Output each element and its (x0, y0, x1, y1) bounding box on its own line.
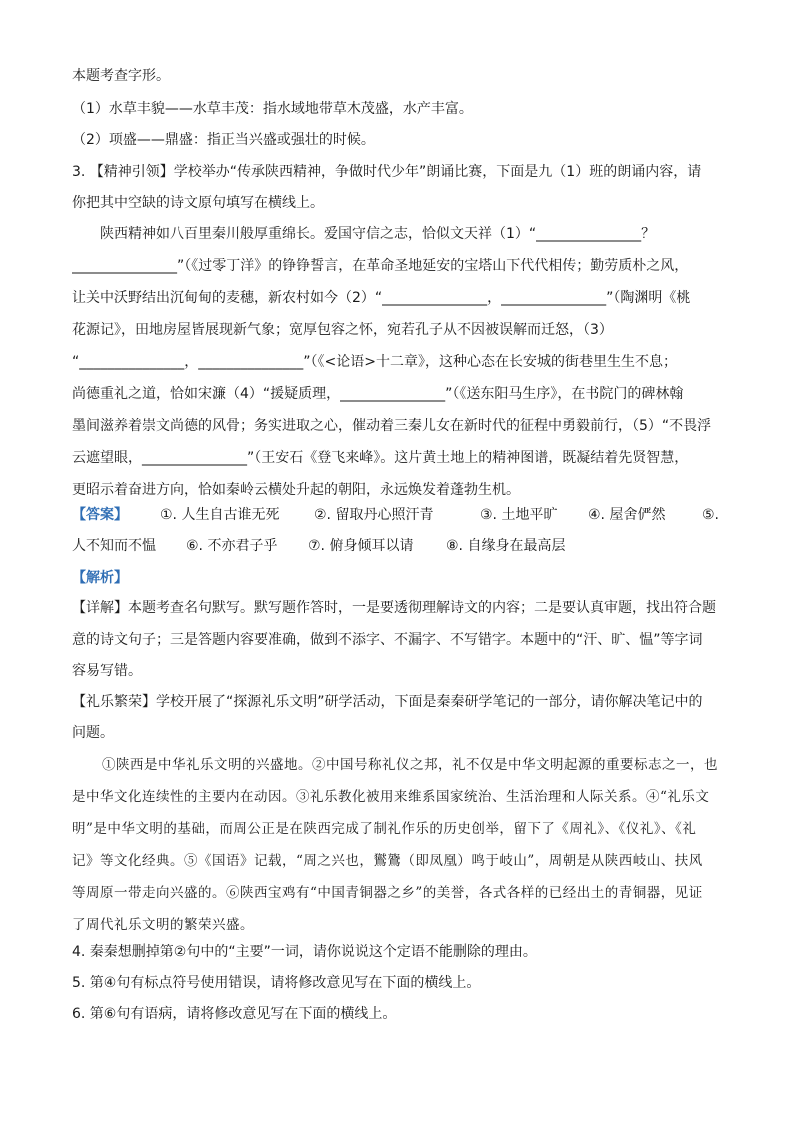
note-line: ①陕西是中华礼乐文明的兴盛地。②中国号称礼仪之邦，礼不仅是中华文明起源的重要标志之一，也 (102, 757, 718, 773)
note-line: 明”是中华文明的基础，而周公正是在陕西完成了制礼作乐的历史创举，留下了《周礼》、《仪礼》、《礼 (72, 821, 697, 837)
note-line: 等周原一带走向兴盛的。⑥陕西宝鸡有“中国青铜器之乡”的美誉，各式各样的已经出土的青铜器，见证 (72, 885, 703, 901)
answer-item: ②. 留取丹心照汗青 (314, 507, 434, 523)
question-4: 4. 秦秦想删掉第②句中的“主要”一词，请你说说这个定语不能删除的理由。 (72, 944, 537, 960)
analysis-line: 【详解】本题考查名句默写。默写题作答时，一是要透彻理解诗文的内容；二是要认真审题，找出符合题 (72, 600, 716, 616)
note-line: 记》等文化经典。⑤《国语》记载，“周之兴也，鸑鷟（即凤凰）鸣于岐山”，周朝是从陕西岐山、扶风 (72, 853, 703, 869)
question-3-stem: 3. 【精神引领】学校举办“传承陕西精神，争做时代少年”朗诵比赛，下面是九（1）班的朗诵内容，请 (72, 164, 702, 180)
answer-item: ⑦. 俯身倾耳以请 (308, 538, 414, 554)
passage-line: 尚德重礼之道，恰如宋濂（4）“援疑质理，_______________”（《送东阳马生序》，在书院门的碑林翰 (72, 386, 684, 402)
intro-item-2: （2）项盛——鼎盛：指正当兴盛或强壮的时候。 (72, 132, 375, 148)
section-intro-cont: 问题。 (72, 725, 114, 741)
passage-line: 让关中沃野结出沉甸甸的麦穗，新农村如今（2）“_______________，_______________”（陶渊明《桃 (72, 290, 691, 306)
answer-row-1 (72, 505, 724, 525)
analysis-line: 意的诗文句子；三是答题内容要准确，做到不添字、不漏字、不写错字。本题中的“汗、旷、愠”等字词 (72, 632, 703, 648)
passage-line: 陕西精神如八百里秦川般厚重绵长。爱国守信之志，恰似文天祥（1）“_______________？ (100, 226, 656, 242)
answer-item: 人不知而不愠 (72, 538, 156, 554)
note-line: 了周代礼乐文明的繁荣兴盛。 (72, 917, 254, 933)
passage-line: 墨间滋养着崇文尚德的风骨；务实进取之心，催动着三秦儿女在新时代的征程中勇毅前行，（5）“不畏浮 (72, 418, 712, 434)
question-6: 6. 第⑥句有语病，请将修改意见写在下面的横线上。 (72, 1006, 397, 1022)
passage-line: 更昭示着奋进方向，恰如秦岭云横处升起的朝阳，永远焕发着蓬勃生机。 (72, 482, 520, 498)
answer-item: ①. 人生自古谁无死 (160, 507, 280, 523)
question-5: 5. 第④句有标点符号使用错误，请将修改意见写在下面的横线上。 (72, 975, 481, 991)
answer-item: ⑥. 不亦君子乎 (186, 538, 278, 554)
analysis-label: 【解析】 (72, 570, 128, 586)
analysis-line: 容易写错。 (72, 663, 142, 679)
passage-line: _______________”（《过零丁洋》的铮铮誓言，在革命圣地延安的宝塔山下代代相传；勤劳质朴之风， (72, 258, 689, 274)
passage-line: “_______________，_______________”（《<论语>十二章》，这种心态在长安城的街巷里生生不息； (72, 354, 677, 370)
section-intro: 【礼乐繁荣】学校开展了“探源礼乐文明”研学活动，下面是秦秦研学笔记的一部分，请你解决笔记中的 (72, 694, 703, 710)
intro-line: 本题考查字形。 (72, 68, 170, 84)
question-3-stem-cont: 你把其中空缺的诗文原句填写在横线上。 (72, 195, 324, 211)
answer-row-2 (72, 536, 724, 556)
answer-item: ⑧. 自缘身在最高层 (446, 538, 566, 554)
answer-item: ④. 屋舍俨然 (588, 507, 666, 523)
answer-label: 【答案】 (72, 507, 128, 523)
intro-item-1: （1）水草丰貌——水草丰茂：指水域地带草木茂盛，水产丰富。 (72, 101, 473, 117)
answer-item: ③. 土地平旷 (480, 507, 558, 523)
answer-item: ⑤. (702, 507, 720, 523)
passage-line: 云遮望眼，_______________”（王安石《登飞来峰》。这片黄土地上的精神图谱，既凝结着先贤智慧， (72, 450, 689, 466)
passage-line: 花源记》，田地房屋皆展现新气象；宽厚包容之怀，宛若孔子从不因被误解而迁怒，（3） (72, 322, 613, 338)
note-line: 是中华文化连续性的主要内在动因。③礼乐教化被用来维系国家统治、生活治理和人际关系。④“礼乐文 (72, 789, 710, 805)
